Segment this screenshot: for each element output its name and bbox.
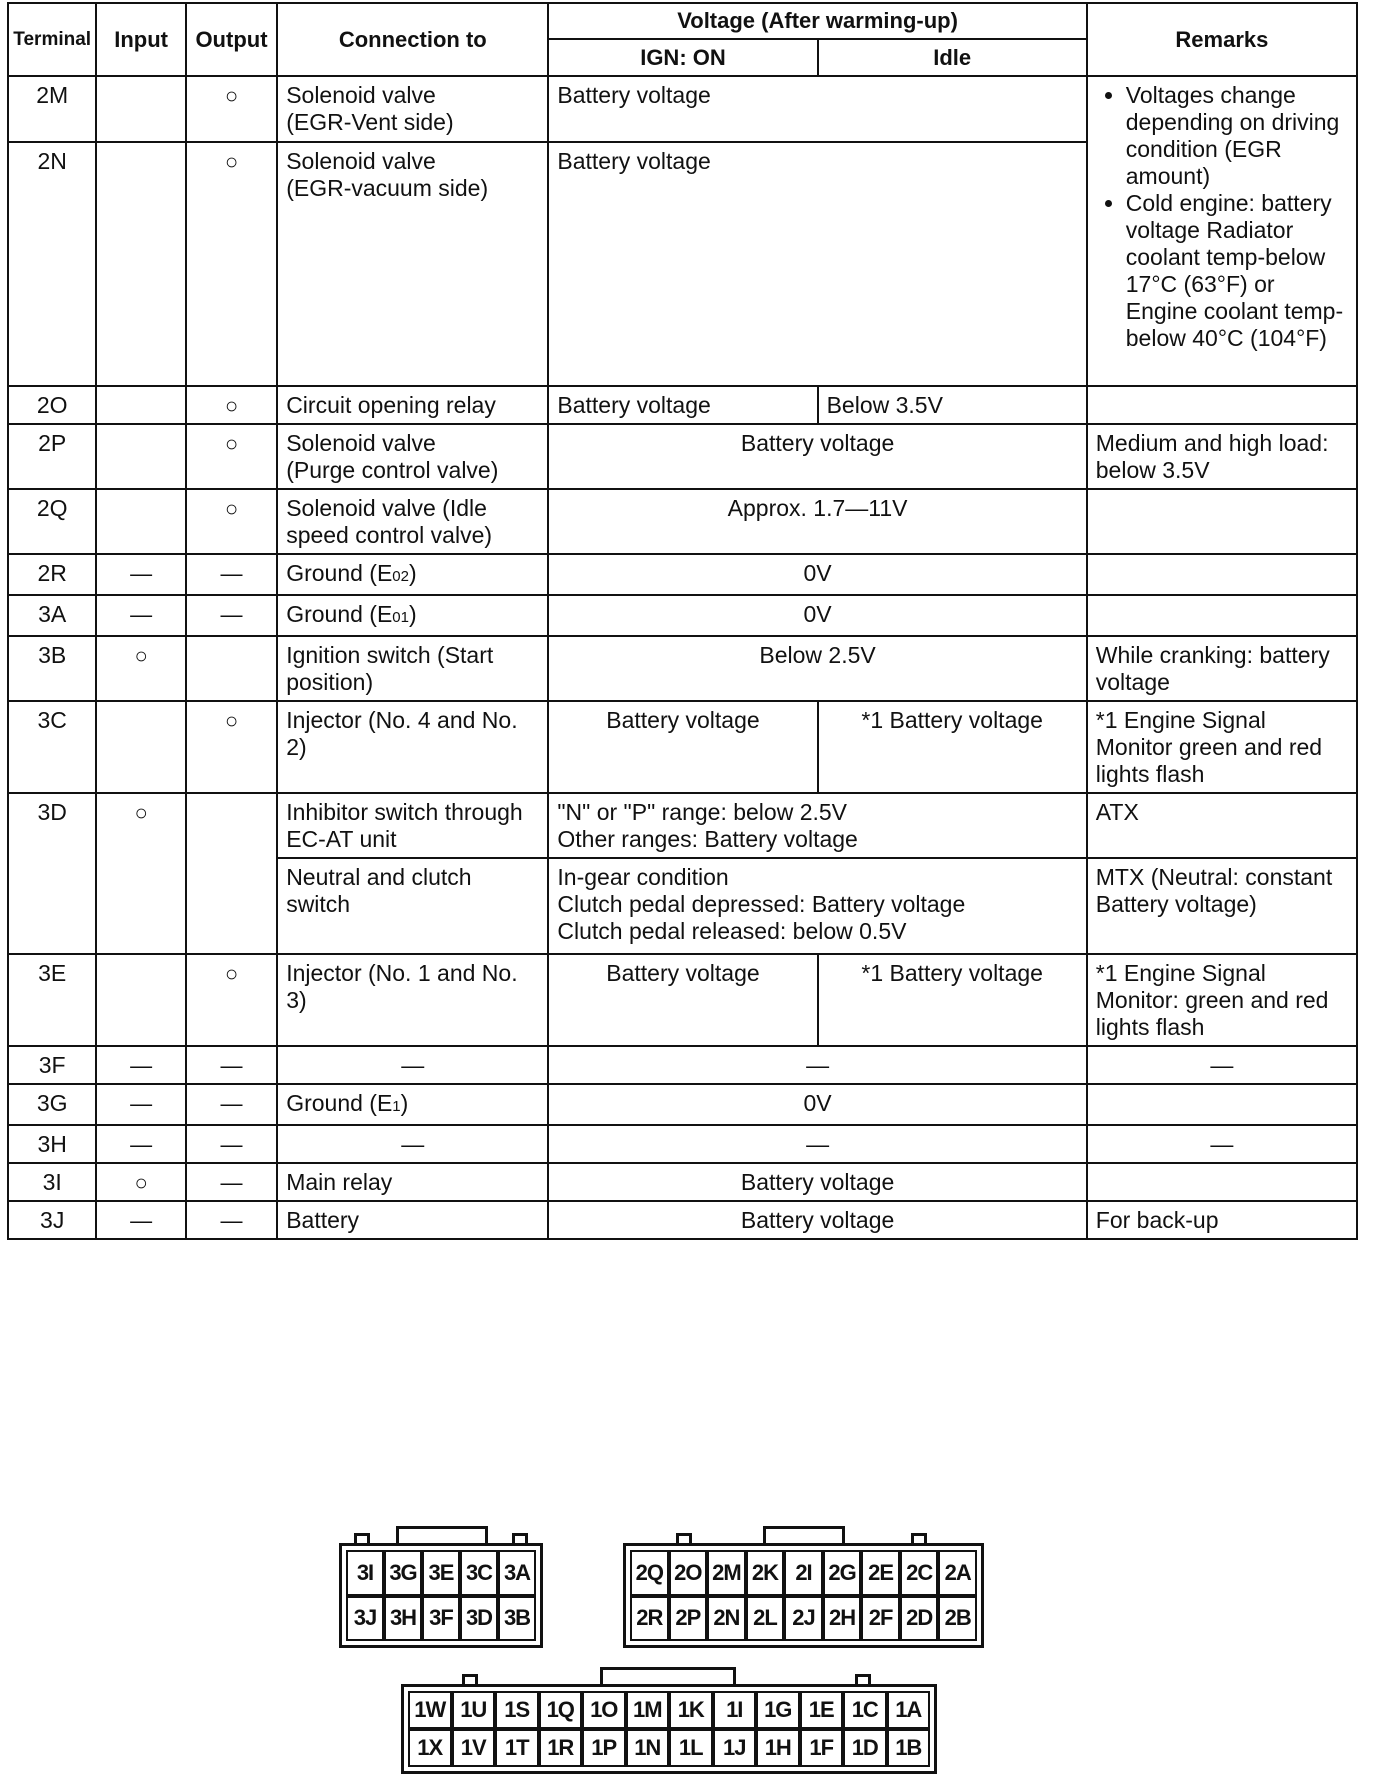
connection-subscript: 1 xyxy=(392,1098,401,1115)
connection-cell: Main relay xyxy=(277,1163,548,1201)
connection-cell: — xyxy=(277,1125,548,1163)
output-cell xyxy=(186,793,277,954)
connection-text: Ground (E xyxy=(286,1090,393,1116)
output-cell: ○ xyxy=(186,424,277,489)
idle-cell: Below 3.5V xyxy=(818,386,1087,424)
connector-pin: 1W xyxy=(408,1691,452,1729)
voltage-cell: Battery voltage xyxy=(548,142,1086,386)
voltage-cell: 0V xyxy=(548,554,1086,595)
connection-cell: Solenoid valve (Idle speed control valve) xyxy=(277,489,548,554)
output-cell xyxy=(186,636,277,701)
terminal-cell: 3E xyxy=(8,954,96,1046)
header-connection: Connection to xyxy=(277,3,548,76)
remarks-cell: *1 Engine Signal Monitor: green and red lights flash xyxy=(1087,954,1357,1046)
table-row xyxy=(8,386,1357,424)
output-cell: ○ xyxy=(186,954,277,1046)
connector-pin: 2C xyxy=(900,1550,939,1596)
connector-pin: 2H xyxy=(823,1596,862,1642)
connector-pin: 3H xyxy=(384,1596,422,1642)
connection-cell: Injector (No. 1 and No. 3) xyxy=(277,954,548,1046)
header-ign-on: IGN: ON xyxy=(548,39,817,76)
input-cell xyxy=(96,489,185,554)
terminal-cell: 2R xyxy=(8,554,96,595)
table-row xyxy=(8,1046,1357,1084)
connector-pin: 3E xyxy=(422,1550,460,1596)
connection-text: Ground (E xyxy=(286,560,393,586)
header-remarks: Remarks xyxy=(1087,3,1357,76)
connector-pin: 1M xyxy=(626,1691,670,1729)
connector-pin: 1T xyxy=(495,1729,539,1767)
connector-pin: 1V xyxy=(452,1729,496,1767)
connection-text: ) xyxy=(400,1090,409,1116)
connector-pin: 2R xyxy=(630,1596,669,1642)
connector-pin: 1N xyxy=(626,1729,670,1767)
header-input: Input xyxy=(96,3,185,76)
voltage-cell: In-gear condition Clutch pedal depressed: Battery voltage Clutch pedal released: below 0.5V xyxy=(548,858,1086,954)
voltage-cell: Battery voltage xyxy=(548,76,1086,142)
input-cell: — xyxy=(96,1125,185,1163)
remarks-cell xyxy=(1087,595,1357,636)
table-row xyxy=(8,1084,1357,1125)
connector-pin: 1G xyxy=(756,1691,800,1729)
connection-cell: Solenoid valve (Purge control valve) xyxy=(277,424,548,489)
connector-pin: 1P xyxy=(582,1729,626,1767)
input-cell: ○ xyxy=(96,1163,185,1201)
table-row xyxy=(8,554,1357,595)
connector-pin: 3J xyxy=(346,1596,384,1642)
input-cell: ○ xyxy=(96,636,185,701)
connection-cell: Ignition switch (Start position) xyxy=(277,636,548,701)
remarks-cell xyxy=(1087,76,1357,386)
input-cell xyxy=(96,954,185,1046)
voltage-cell: — xyxy=(548,1046,1086,1084)
connector-pin: 2A xyxy=(938,1550,977,1596)
connector-pin: 1C xyxy=(843,1691,887,1729)
connector-pin: 1O xyxy=(582,1691,626,1729)
connector-pin: 1B xyxy=(887,1729,931,1767)
terminal-cell: 3I xyxy=(8,1163,96,1201)
connector-pin: 2L xyxy=(746,1596,785,1642)
ign-on-cell: Battery voltage xyxy=(548,386,817,424)
output-cell: — xyxy=(186,1163,277,1201)
table-row xyxy=(8,793,1357,858)
remarks-cell: MTX (Neutral: constant Battery voltage) xyxy=(1087,858,1357,954)
connection-cell: Injector (No. 4 and No. 2) xyxy=(277,701,548,793)
remarks-cell xyxy=(1087,489,1357,554)
connector-pin: 2P xyxy=(669,1596,708,1642)
output-cell: — xyxy=(186,595,277,636)
output-cell: — xyxy=(186,1084,277,1125)
connector-pin: 1L xyxy=(669,1729,713,1767)
voltage-cell: "N" or "P" range: below 2.5V Other ranges: Battery voltage xyxy=(548,793,1086,858)
remarks-cell xyxy=(1087,1163,1357,1201)
terminal-cell: 3H xyxy=(8,1125,96,1163)
connector-pin: 1I xyxy=(713,1691,757,1729)
voltage-cell: Approx. 1.7—11V xyxy=(548,489,1086,554)
header-idle: Idle xyxy=(818,39,1087,76)
connection-text: Ground (E xyxy=(286,601,393,627)
remarks-cell xyxy=(1087,554,1357,595)
connection-cell: Inhibitor switch through EC-AT unit xyxy=(277,793,548,858)
ign-on-cell: Battery voltage xyxy=(548,701,817,793)
connector-pin: 1J xyxy=(713,1729,757,1767)
input-cell xyxy=(96,142,185,386)
connector-pin: 3F xyxy=(422,1596,460,1642)
connection-text: ) xyxy=(408,601,417,627)
input-cell: ○ xyxy=(96,793,185,954)
table-row xyxy=(8,424,1357,489)
table-row xyxy=(8,489,1357,554)
connection-cell: Solenoid valve (EGR-vacuum side) xyxy=(277,142,548,386)
connection-cell xyxy=(277,595,548,636)
connector-3 xyxy=(339,1543,543,1648)
connector-pin: 1Q xyxy=(539,1691,583,1729)
connector-pin: 1D xyxy=(843,1729,887,1767)
connection-cell xyxy=(277,1084,548,1125)
table-row xyxy=(8,76,1357,142)
connector-pin: 1F xyxy=(800,1729,844,1767)
terminal-cell: 3A xyxy=(8,595,96,636)
connector-pin: 3C xyxy=(460,1550,498,1596)
connection-text: ) xyxy=(408,560,417,586)
connector-pin: 1R xyxy=(539,1729,583,1767)
connector-pin: 2O xyxy=(669,1550,708,1596)
terminal-cell: 2Q xyxy=(8,489,96,554)
connector-pin: 2K xyxy=(746,1550,785,1596)
connector-pin: 2G xyxy=(823,1550,862,1596)
input-cell: — xyxy=(96,1201,185,1239)
connector-pin: 3D xyxy=(460,1596,498,1642)
idle-cell: *1 Battery voltage xyxy=(818,954,1087,1046)
remarks-cell: ATX xyxy=(1087,793,1357,858)
connector-pin: 3G xyxy=(384,1550,422,1596)
table-row xyxy=(8,636,1357,701)
voltage-cell: 0V xyxy=(548,595,1086,636)
connector-pin: 2I xyxy=(784,1550,823,1596)
output-cell: ○ xyxy=(186,386,277,424)
connector-pin: 2D xyxy=(900,1596,939,1642)
header-terminal: Terminal xyxy=(8,3,96,76)
output-cell: — xyxy=(186,1201,277,1239)
remarks-list xyxy=(1096,82,1348,352)
voltage-cell: Battery voltage xyxy=(548,1163,1086,1201)
input-cell: — xyxy=(96,1084,185,1125)
table-row xyxy=(8,1163,1357,1201)
terminal-cell: 3D xyxy=(8,793,96,954)
connector-pin: 2J xyxy=(784,1596,823,1642)
terminal-cell: 3C xyxy=(8,701,96,793)
connection-cell: Circuit opening relay xyxy=(277,386,548,424)
terminal-cell: 3G xyxy=(8,1084,96,1125)
connector-pin: 2B xyxy=(938,1596,977,1642)
connector-pin: 2E xyxy=(861,1550,900,1596)
connection-subscript: 02 xyxy=(392,568,409,585)
table-row xyxy=(8,1125,1357,1163)
terminal-cell: 2O xyxy=(8,386,96,424)
voltage-cell: Below 2.5V xyxy=(548,636,1086,701)
connector-pin: 1E xyxy=(800,1691,844,1729)
output-cell: ○ xyxy=(186,142,277,386)
connector-pin: 2Q xyxy=(630,1550,669,1596)
connector-pin: 2M xyxy=(707,1550,746,1596)
header-voltage: Voltage (After warming-up) xyxy=(548,3,1086,39)
connector-pin: 1H xyxy=(756,1729,800,1767)
voltage-cell: — xyxy=(548,1125,1086,1163)
connection-cell: Battery xyxy=(277,1201,548,1239)
connector-pin: 3A xyxy=(498,1550,536,1596)
input-cell xyxy=(96,386,185,424)
output-cell: — xyxy=(186,1046,277,1084)
remarks-cell: Medium and high load: below 3.5V xyxy=(1087,424,1357,489)
input-cell xyxy=(96,701,185,793)
remarks-cell: While cranking: battery voltage xyxy=(1087,636,1357,701)
connection-cell: Neutral and clutch switch xyxy=(277,858,548,954)
voltage-cell: Battery voltage xyxy=(548,424,1086,489)
remarks-cell: *1 Engine Signal Monitor green and red lights flash xyxy=(1087,701,1357,793)
input-cell: — xyxy=(96,595,185,636)
remarks-cell: — xyxy=(1087,1125,1357,1163)
connector-pin: 3B xyxy=(498,1596,536,1642)
remarks-cell xyxy=(1087,1084,1357,1125)
connector-pin: 3I xyxy=(346,1550,384,1596)
remarks-cell: For back-up xyxy=(1087,1201,1357,1239)
connection-cell: — xyxy=(277,1046,548,1084)
terminal-cell: 2P xyxy=(8,424,96,489)
input-cell: — xyxy=(96,1046,185,1084)
input-cell xyxy=(96,76,185,142)
input-cell xyxy=(96,424,185,489)
connection-subscript: 01 xyxy=(392,609,409,626)
idle-cell: *1 Battery voltage xyxy=(818,701,1087,793)
voltage-cell: 0V xyxy=(548,1084,1086,1125)
remarks-cell: — xyxy=(1087,1046,1357,1084)
ign-on-cell: Battery voltage xyxy=(548,954,817,1046)
connector-2 xyxy=(623,1543,984,1648)
table-row xyxy=(8,701,1357,793)
output-cell: — xyxy=(186,1125,277,1163)
table-row xyxy=(8,595,1357,636)
voltage-cell: Battery voltage xyxy=(548,1201,1086,1239)
connector-1 xyxy=(401,1684,937,1774)
connector-pin: 2F xyxy=(861,1596,900,1642)
terminal-cell: 3F xyxy=(8,1046,96,1084)
table-row xyxy=(8,1201,1357,1239)
remarks-cell xyxy=(1087,386,1357,424)
output-cell: ○ xyxy=(186,701,277,793)
output-cell: ○ xyxy=(186,489,277,554)
output-cell: — xyxy=(186,554,277,595)
terminal-cell: 2M xyxy=(8,76,96,142)
remarks-item: • Voltages change depending on driving condition (EGR amount) xyxy=(1126,82,1348,190)
terminal-cell: 3J xyxy=(8,1201,96,1239)
terminal-cell: 2N xyxy=(8,142,96,386)
connection-cell: Solenoid valve (EGR-Vent side) xyxy=(277,76,548,142)
input-cell: — xyxy=(96,554,185,595)
header-output: Output xyxy=(186,3,277,76)
connector-pin: 1K xyxy=(669,1691,713,1729)
connector-pin: 2N xyxy=(707,1596,746,1642)
connector-pin: 1A xyxy=(887,1691,931,1729)
output-cell: ○ xyxy=(186,76,277,142)
connection-cell xyxy=(277,554,548,595)
connector-pin: 1S xyxy=(495,1691,539,1729)
terminal-cell: 3B xyxy=(8,636,96,701)
connector-pin: 1X xyxy=(408,1729,452,1767)
terminal-voltage-table xyxy=(7,2,1358,1240)
connector-pin: 1U xyxy=(452,1691,496,1729)
table-row xyxy=(8,954,1357,1046)
remarks-item: • Cold engine: battery voltage Radiator coolant temp-below 17°C (63°F) or Engine coolant temp-below 40°C (104°F) xyxy=(1126,190,1348,352)
